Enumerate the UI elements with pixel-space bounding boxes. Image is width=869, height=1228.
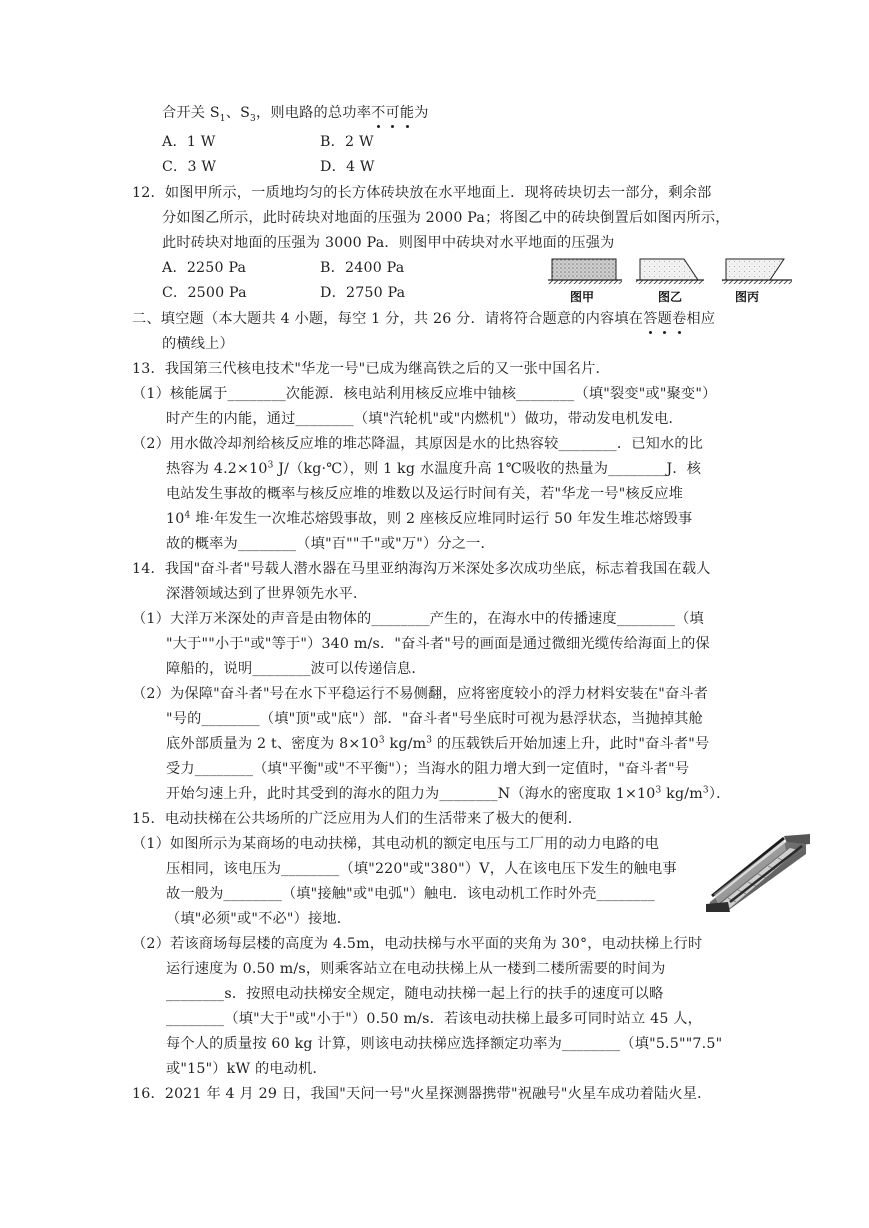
q12-line-2: 分如图乙所示，此时砖块对地面的压强为 2000 Pa；将图乙中的砖块倒置后如图丙所示， xyxy=(162,210,730,226)
q12-option-b: B．2400 Pa xyxy=(320,260,405,276)
q14-p1-line-3: 障船的，说明________波可以传递信息． xyxy=(166,661,426,677)
q12-option-d: D．2750 Pa xyxy=(320,285,406,301)
q15-p1-line-2: 压相同，该电压为________（填"220"或"380"）V，人在该电压下发生的触电事 xyxy=(166,861,677,877)
q14-title-line-2: 深潜领域达到了世界领先水平． xyxy=(166,586,368,602)
q11-stem: 合开关 $S_1$、$S_3$，则电路的总功率不可能为 xyxy=(162,105,429,124)
q11-option-d: D．4 W xyxy=(320,159,375,175)
q15-p2-line-2: 运行速度为 0.50 m/s，则乘客站立在电动扶梯上从一楼到二楼所需要的时间为 xyxy=(166,961,666,977)
q15-p1-line-1: （1）如图所示为某商场的电动扶梯，其电动机的额定电压与工厂用的动力电路的电 xyxy=(132,836,660,852)
q14-p1-line-2: "大于""小于"或"等于"）340 m/s．"奋斗者"号的画面是通过微细光缆传给海面上的保 xyxy=(166,636,710,652)
q15-p2-line-3: ________s．按照电动扶梯安全规定，随电动扶梯一起上行的扶手的速度可以略 xyxy=(166,986,664,1002)
q13-p2-line-5: 故的概率为________（填"百""千"或"万"）分之一． xyxy=(166,536,495,552)
brick-a xyxy=(552,259,616,280)
q14-p2-line-2: "号的________（填"顶"或"底"）部．"奋斗者"号坐底时可视为悬浮状态，当抛掉其舱 xyxy=(166,711,704,727)
q15-p2-line-4: ________（填"大于"或"小于"）0.50 m/s．若该电动扶梯上最多可同时站立 45 人， xyxy=(166,1011,703,1027)
section2-heading-line-1: 二、填空题（本大题共 4 小题，每空 1 分，共 26 分．请将符合题意的内容填在答题卷相应 xyxy=(132,311,716,327)
q13-title: 13．我国第三代核电技术"华龙一号"已成为继高铁之后的又一张中国名片． xyxy=(132,361,610,377)
q14-p2-line-5: 开始匀速上升，此时其受到的海水的阻力为________N（海水的密度取 $1\times 10^3$ $kg/m^3$）． xyxy=(166,785,731,802)
q15-p2-line-6: 或"15"）kW 的电动机． xyxy=(166,1061,327,1077)
q12-line-1: 12．如图甲所示，一质地均匀的长方体砖块放在水平地面上．现将砖块切去一部分，剩余部 xyxy=(132,185,712,201)
figure-label-jia: 图甲 xyxy=(570,290,595,304)
q14-p2-line-3: 底外部质量为 2 t、密度为 $8\times 10^3$ $kg/m^3$ 的压载铁后开始加速上升，此时"奋斗者"号 xyxy=(166,735,710,752)
q11-option-b: B．2 W xyxy=(320,134,374,150)
q13-p2-line-2: 热容为 $4.2\times 10^3$ J/（kg·℃），则 1 kg 水温度升高 1℃吸收的热量为________J．核 xyxy=(166,460,702,477)
q13-p2-line-4: $10^4$ 堆·年发生一次堆芯熔毁事故，则 2 座核反应堆同时运行 50 年发生堆芯熔毁事 xyxy=(166,510,693,527)
q14-p2-line-4: 受力________（填"平衡"或"不平衡"）；当海水的阻力增大到一定值时，"奋斗者"号 xyxy=(166,761,690,777)
q12-option-a: A．2250 Pa xyxy=(162,260,247,276)
figure-label-bing: 图丙 xyxy=(735,290,760,304)
q14-p1-line-1: （1）大洋万米深处的声音是由物体的________产生的，在海水中的传播速度________（填 xyxy=(132,611,704,627)
q12-line-3: 此时砖块对地面的压强为 3000 Pa．则图甲中砖块对水平地面的压强为 xyxy=(162,235,615,251)
q12-option-c: C．2500 Pa xyxy=(162,285,247,301)
q15-p2-line-1: （2）若该商场每层楼的高度为 4.5m，电动扶梯与水平面的夹角为 30°，电动扶梯上行时 xyxy=(132,936,703,952)
brick-b xyxy=(640,259,698,280)
escalator-image xyxy=(706,832,812,912)
q11-option-a: A．1 W xyxy=(162,134,216,150)
q15-p1-line-4: （填"必须"或"不必"）接地． xyxy=(166,911,352,927)
q14-p2-line-1: （2）为保障"奋斗者"号在水下平稳运行不易侧翻，应将密度较小的浮力材料安装在"奋斗者 xyxy=(132,686,709,702)
q15-p1-line-3: 故一般为________（填"接触"或"电弧"）触电．该电动机工作时外壳________ xyxy=(166,886,655,902)
brick-c xyxy=(726,259,784,280)
q15-title: 15．电动扶梯在公共场所的广泛应用为人们的生活带来了极大的便利． xyxy=(132,811,583,827)
section2-heading-line-2: 的横线上） xyxy=(162,336,234,352)
q11-option-c: C．3 W xyxy=(162,159,217,175)
figure-label-yi: 图乙 xyxy=(658,290,683,304)
q13-p2-line-1: （2）用水做冷却剂给核反应堆的堆芯降温，其原因是水的比热容较________．已知水的比 xyxy=(132,436,704,452)
q13-p1-line-2: 时产生的内能，通过________（填"汽轮机"或"内燃机"）做功，带动发电机发电． xyxy=(166,411,683,427)
q16-title: 16．2021 年 4 月 29 日，我国"天问一号"火星探测器携带"祝融号"火星车成功着陆火星． xyxy=(132,1086,712,1102)
q12-brick-figures xyxy=(548,255,798,291)
q13-p1-line-1: （1）核能属于________次能源．核电站利用核反应堆中铀核________（填"裂变"或"聚变"） xyxy=(132,386,717,402)
q14-title-line-1: 14．我国"奋斗者"号载人潜水器在马里亚纳海沟万米深处多次成功坐底，标志着我国在载人 xyxy=(132,561,711,577)
q15-p2-line-5: 每个人的质量按 60 kg 计算，则该电动扶梯应选择额定功率为________（填"5.5""7.5" xyxy=(166,1036,723,1052)
q13-p2-line-3: 电站发生事故的概率与核反应堆的堆数以及运行时间有关，若"华龙一号"核反应堆 xyxy=(166,486,684,502)
